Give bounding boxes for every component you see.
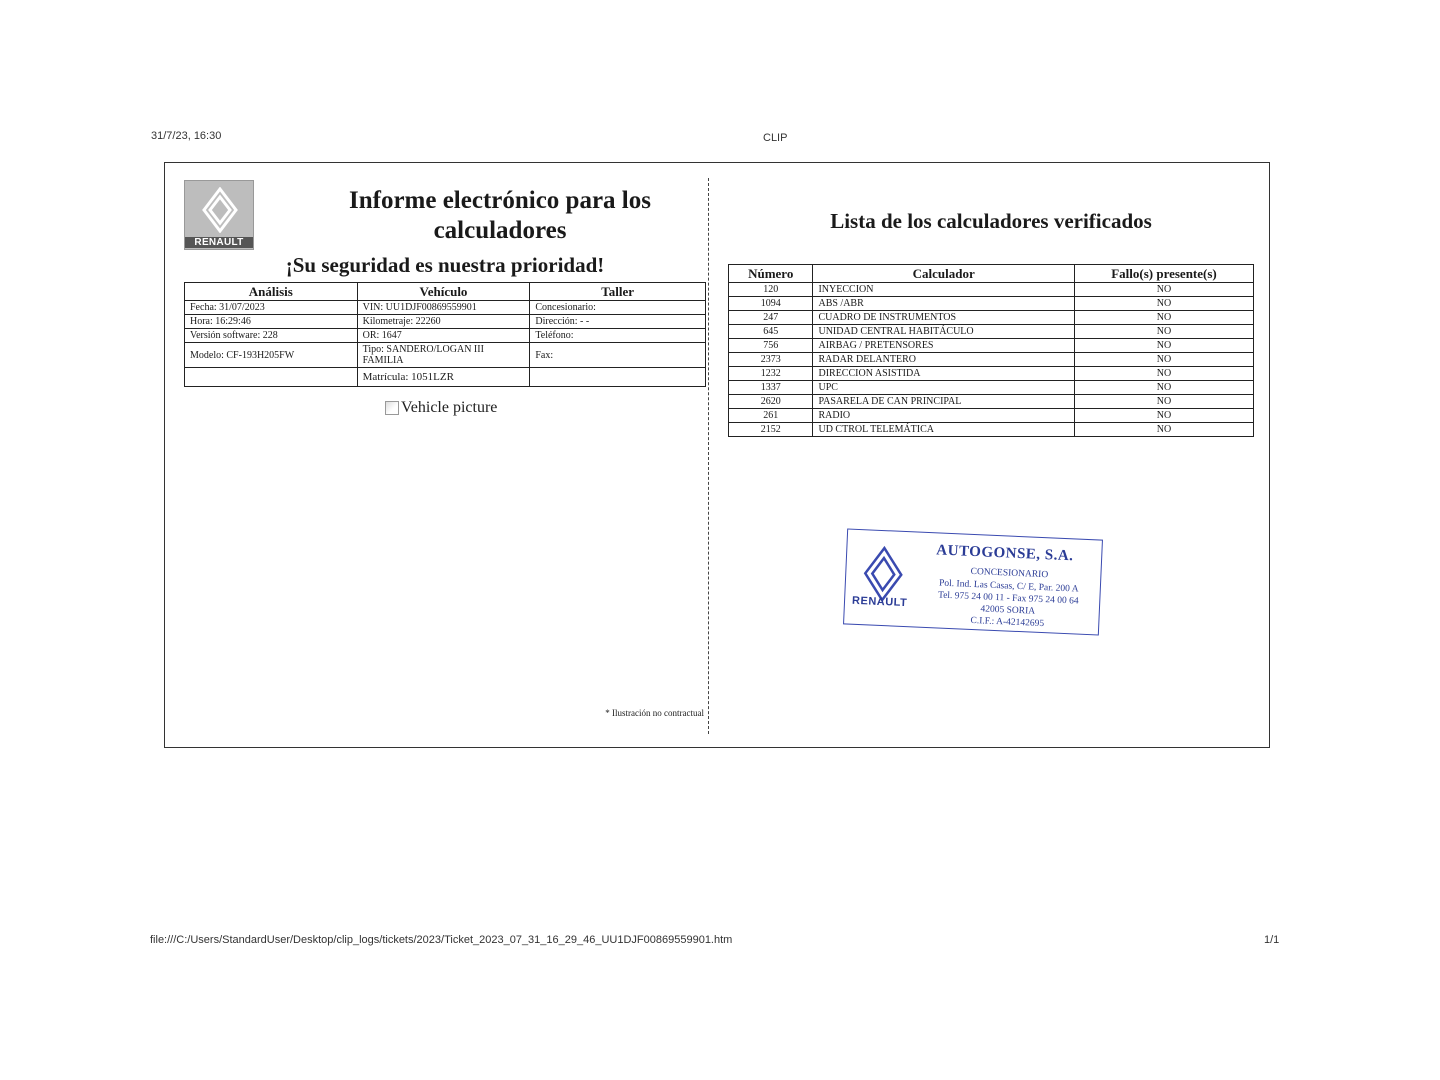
table-cell: NO [1074, 381, 1253, 395]
table-cell: 645 [729, 325, 813, 339]
table-row [729, 283, 1254, 297]
table-cell: DIRECCION ASISTIDA [813, 367, 1074, 381]
table-cell: UPC [813, 381, 1074, 395]
table-row [729, 381, 1254, 395]
table-cell: Modelo: CF-193H205FW [185, 343, 358, 368]
table-cell: RADIO [813, 409, 1074, 423]
table-cell: Versión software: 228 [185, 329, 358, 343]
table-cell: RADAR DELANTERO [813, 353, 1074, 367]
table-cell: 120 [729, 283, 813, 297]
renault-diamond-icon [202, 187, 238, 233]
table-cell: NO [1074, 409, 1253, 423]
table-cell: NO [1074, 353, 1253, 367]
table-cell: NO [1074, 297, 1253, 311]
stamp-line: Pol. Ind. Las Casas, C/ E, Par. 200 A [938, 578, 1079, 595]
stamp-line: Tel. 975 24 00 11 - Fax 975 24 00 64 [937, 590, 1079, 607]
table-cell: 756 [729, 339, 813, 353]
table-cell: Tipo: SANDERO/LOGAN III FAMILIA [357, 343, 530, 368]
table-row [729, 339, 1254, 353]
table-cell: Fax: [530, 343, 706, 368]
table-cell: 2620 [729, 395, 813, 409]
dealer-stamp [843, 528, 1103, 635]
stamp-logo-text: RENAULT [851, 594, 908, 610]
stamp-company-name: AUTOGONSE, S.A. [935, 542, 1074, 565]
disclaimer-note: * Ilustración no contractual [605, 708, 704, 718]
table-cell: 1232 [729, 367, 813, 381]
table-cell: Concesionario: [530, 301, 706, 315]
table-row [729, 297, 1254, 311]
table-cell: CUADRO DE INSTRUMENTOS [813, 311, 1074, 325]
header-fallos: Fallo(s) presente(s) [1074, 265, 1253, 283]
stamp-line: 42005 SORIA [980, 604, 1036, 617]
table-cell [530, 368, 706, 387]
table-cell: 261 [729, 409, 813, 423]
table-header-row [729, 265, 1254, 283]
table-row [185, 315, 706, 329]
table-cell: VIN: UU1DJF00869559901 [357, 301, 530, 315]
print-date: 31/7/23, 16:30 [151, 130, 222, 142]
table-cell: NO [1074, 423, 1253, 437]
table-header-row [185, 283, 706, 301]
table-cell: 247 [729, 311, 813, 325]
renault-logo [184, 180, 254, 250]
table-cell: NO [1074, 339, 1253, 353]
table-row [729, 395, 1254, 409]
table-cell: 1094 [729, 297, 813, 311]
table-cell: UD CTROL TELEMÁTICA [813, 423, 1074, 437]
table-row [729, 325, 1254, 339]
header-calculador: Calculador [813, 265, 1074, 283]
vehicle-picture [385, 399, 497, 417]
table-cell: Kilometraje: 22260 [357, 315, 530, 329]
table-cell: AIRBAG / PRETENSORES [813, 339, 1074, 353]
table-cell: PASARELA DE CAN PRINCIPAL [813, 395, 1074, 409]
table-cell: Teléfono: [530, 329, 706, 343]
table-cell: NO [1074, 367, 1253, 381]
broken-image-icon [385, 401, 399, 415]
report-frame [164, 162, 1270, 748]
vehicle-picture-alt: Vehicle picture [401, 399, 498, 416]
print-title: CLIP [763, 132, 788, 144]
table-cell: UNIDAD CENTRAL HABITÁCULO [813, 325, 1074, 339]
table-cell: NO [1074, 283, 1253, 297]
table-cell [185, 368, 358, 387]
table-cell: OR: 1647 [357, 329, 530, 343]
report-subtitle: ¡Su seguridad es nuestra prioridad! [285, 253, 605, 277]
table-cell: NO [1074, 395, 1253, 409]
table-row [185, 368, 706, 387]
table-cell: 2152 [729, 423, 813, 437]
header-taller: Taller [530, 283, 706, 301]
calculators-title: Lista de los calculadores verificados [830, 209, 1152, 233]
table-cell: 2373 [729, 353, 813, 367]
stamp-line: CONCESIONARIO [970, 566, 1049, 581]
calculators-table [728, 264, 1254, 437]
table-row [729, 423, 1254, 437]
logo-text: RENAULT [185, 237, 253, 248]
table-cell: Matrícula: 1051LZR [357, 368, 530, 387]
table-row [185, 329, 706, 343]
table-row [729, 367, 1254, 381]
table-row [185, 301, 706, 315]
table-cell: ABS /ABR [813, 297, 1074, 311]
report-title: Informe electrónico para los calculadores [348, 187, 651, 244]
table-cell: Dirección: - - [530, 315, 706, 329]
table-row [185, 343, 706, 368]
header-vehiculo: Vehículo [357, 283, 530, 301]
table-cell: 1337 [729, 381, 813, 395]
stamp-line: C.I.F.: A-42142695 [970, 615, 1045, 630]
table-row [729, 409, 1254, 423]
table-cell: INYECCION [813, 283, 1074, 297]
print-file-path: file:///C:/Users/StandardUser/Desktop/clip_logs/tickets/2023/Ticket_2023_07_31_16_29_46_UU1DJF00869559901.htm [150, 934, 733, 946]
table-cell: NO [1074, 311, 1253, 325]
print-page-number: 1/1 [1264, 934, 1280, 946]
header-analisis: Análisis [185, 283, 358, 301]
table-row [729, 353, 1254, 367]
table-cell: Hora: 16:29:46 [185, 315, 358, 329]
table-cell: NO [1074, 325, 1253, 339]
vehicle-info-table [184, 282, 706, 387]
header-numero: Número [729, 265, 813, 283]
table-cell: Fecha: 31/07/2023 [185, 301, 358, 315]
column-divider [708, 178, 709, 734]
table-row [729, 311, 1254, 325]
